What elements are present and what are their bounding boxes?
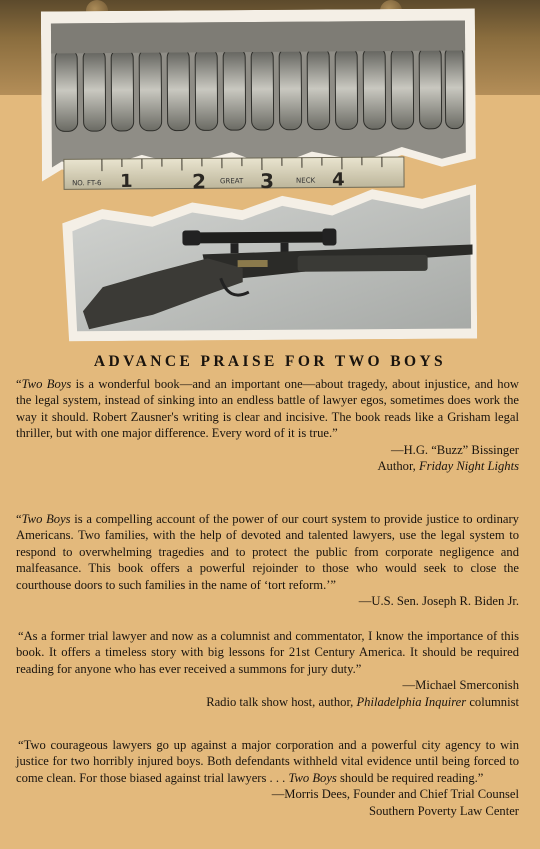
review-quote-biden <box>16 511 519 609</box>
ruler-number: 3 <box>259 168 275 193</box>
book-title: Two Boys <box>288 770 337 785</box>
cover-photo-collage <box>41 8 477 341</box>
quote-attribution: —Morris Dees, Founder and Chief Trial Counsel <box>271 787 519 802</box>
ruler-number: 4 <box>331 169 345 191</box>
comb-teeth <box>55 47 464 132</box>
quote-attribution-role: Southern Poverty Law Center <box>368 803 519 818</box>
review-quote-smerconish <box>16 628 519 710</box>
quote-text: “Two Boys is a wonderful book—and an important one—about tragedy, about injustice, and how the legal system, instead of sinking into an endless battle of lawyer egos, sometimes does work the way it should. Robert Zausner's writing is clear and incisive. The book reads like a Grisham legal thriller, but with one major difference. Every word of it is true.” <box>16 377 519 441</box>
quote-attribution: —Michael Smerconish <box>402 678 519 693</box>
page-title: ADVANCE PRAISE FOR TWO BOYS <box>93 353 447 370</box>
ruler-number: 2 <box>191 169 207 194</box>
review-quote-bissinger <box>16 376 519 474</box>
ruler <box>64 157 404 194</box>
ruler-label: NECK <box>296 176 316 185</box>
quote-attribution-role: Author, Friday Night Lights <box>377 459 519 474</box>
quote-attribution: —H.G. “Buzz” Bissinger <box>390 442 519 457</box>
quote-attribution: —U.S. Sen. Joseph R. Biden Jr. <box>358 594 519 609</box>
quote-text: “Two Boys is a compelling account of the power of our court system to provide justice to ordinary Americans. Two families, with the help of devoted and talented lawyers, use the legal system to respond to overwhelming tragedies and to protect the public from corporate negligence and malfeasance. This book offers a powerful rejoinder to those who would seek to close the courthouse doors to such families in the name of ‘tort reform.’” <box>16 512 519 592</box>
book-title: Two Boys <box>21 512 71 526</box>
ruler-number: 1 <box>119 170 133 192</box>
ruler-label: GREAT <box>220 177 244 186</box>
quote-attribution-role: Radio talk show host, author, Philadelphia Inquirer columnist <box>206 694 519 709</box>
ruler-label: NO. FT-6 <box>72 179 102 188</box>
quote-text: “As a former trial lawyer and now as a columnist and commentator, I know the importance of this book. It offers a timeless story with big lessons for 21st Century America. It should be required reading for anyone who has ever received a summons for jury duty.” <box>16 629 519 676</box>
quote-text: “Two courageous lawyers go up against a major corporation and a powerful city agency to win justice for two horribly injured boys. Both defendants withheld vital evidence until being forced to come clean. For those biased against trial lawyers . . . Two Boys should be required reading.” <box>16 738 519 785</box>
review-quote-dees <box>16 737 519 819</box>
photo-illustration <box>41 8 477 341</box>
book-title: Two Boys <box>21 377 72 391</box>
